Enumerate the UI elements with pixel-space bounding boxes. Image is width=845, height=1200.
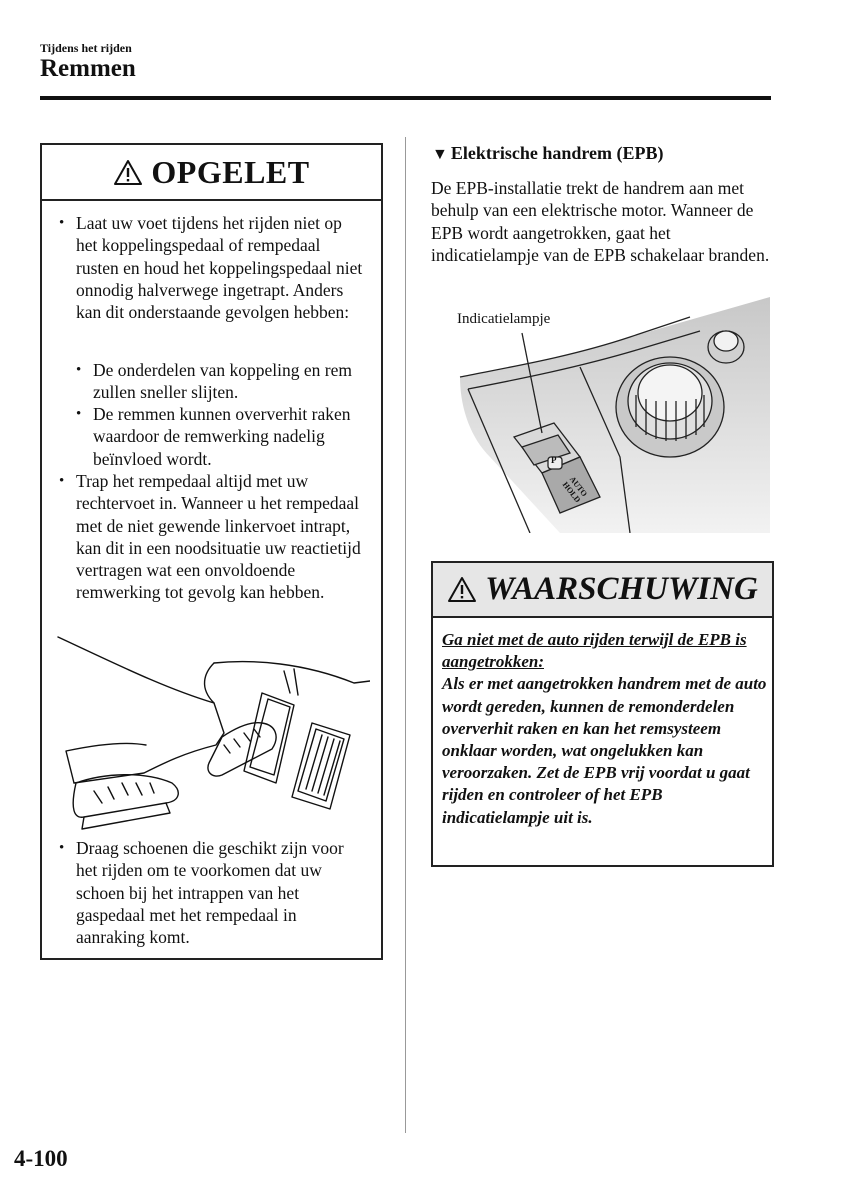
caution-item-1: [59, 212, 379, 348]
page-title: Remmen: [40, 55, 136, 82]
triangle-down-icon: ▼: [432, 146, 448, 163]
section-label: Tijdens het rijden: [40, 41, 132, 55]
bullet-dot: •: [59, 840, 65, 856]
bullet-dot: •: [59, 473, 65, 489]
caution-item-text: Laat uw voet tijdens het rijden niet op het koppelingspedaal of rempedaal rusten en houd het koppelingspedaal niet onnodig halverwege ingetrapt. Anders kan dit onderstaande gevolgen hebben:: [76, 213, 363, 323]
caution-header: [42, 145, 381, 201]
indicator-label: Indicatielampje: [457, 311, 551, 327]
caution-subitem-1: [76, 359, 376, 403]
column-divider: [405, 137, 406, 1133]
epb-console-illustration: [430, 297, 770, 533]
warning-body: Als er met aangetrokken handrem met de auto wordt gereden, kunnen de remonderdelen oververhit raken en kan het remsysteem onklaar worden, wat ongelukken kan veroorzaken. Zet de EPB vrij voordat u gaat rijden en controleer of het EPB indicatielampje uit is.: [442, 674, 767, 827]
pedal-illustration: [54, 633, 370, 831]
caution-item-text: Trap het rempedaal altijd met uw rechtervoet in. Wanneer u het rempedaal met de niet gewende linkervoet intrapt, kan dit in een noodsituatie uw reactietijd vertragen wat een onvoldoende remwerking tot gevolg kan hebben.: [76, 471, 361, 603]
warning-title: WAARSCHUWING: [485, 571, 758, 607]
epb-heading: [432, 143, 664, 164]
sub-bullet-dot: •: [76, 406, 82, 422]
caution-title: OPGELET: [151, 153, 310, 190]
epb-paragraph: De EPB-installatie trekt de handrem aan met behulp van een elektrische motor. Wanneer de EPB wordt aangetrokken, gaat het indicatielampje van de EPB schakelaar branden.: [431, 178, 770, 265]
warning-triangle-icon: [447, 576, 477, 603]
title-rule: [40, 96, 771, 100]
parking-p-button: P: [551, 455, 557, 465]
warning-triangle-icon: [113, 159, 143, 186]
sub-bullet-dot: •: [76, 362, 82, 378]
warning-text: [442, 629, 770, 829]
bullet-dot: •: [59, 215, 65, 231]
autohold-button-label: AUTO HOLD: [560, 474, 589, 505]
warning-emphasis: Ga niet met de auto rijden terwijl de EPB is aangetrokken:: [442, 630, 747, 672]
caution-subitem-2: [76, 403, 376, 470]
caution-box: [40, 143, 383, 960]
epb-heading-text: Elektrische handrem (EPB): [450, 143, 664, 163]
caution-item-text: Draag schoenen die geschikt zijn voor het rijden om te voorkomen dat uw schoen bij het intrappen van het gaspedaal met het rempedaal in aanraking komt.: [76, 838, 344, 948]
caution-subitem-text: De onderdelen van koppeling en rem zullen sneller slijten.: [93, 360, 353, 403]
caution-item-2: [59, 470, 379, 626]
warning-box: [431, 561, 774, 867]
caution-item-3: [59, 837, 379, 949]
caution-subitem-text: De remmen kunnen oververhit raken waardoor de remwerking nadelig beïnvloed wordt.: [93, 404, 351, 469]
page-number: 4-100: [14, 1146, 68, 1171]
warning-header: [433, 563, 772, 618]
epb-switch-figure: [430, 297, 770, 533]
